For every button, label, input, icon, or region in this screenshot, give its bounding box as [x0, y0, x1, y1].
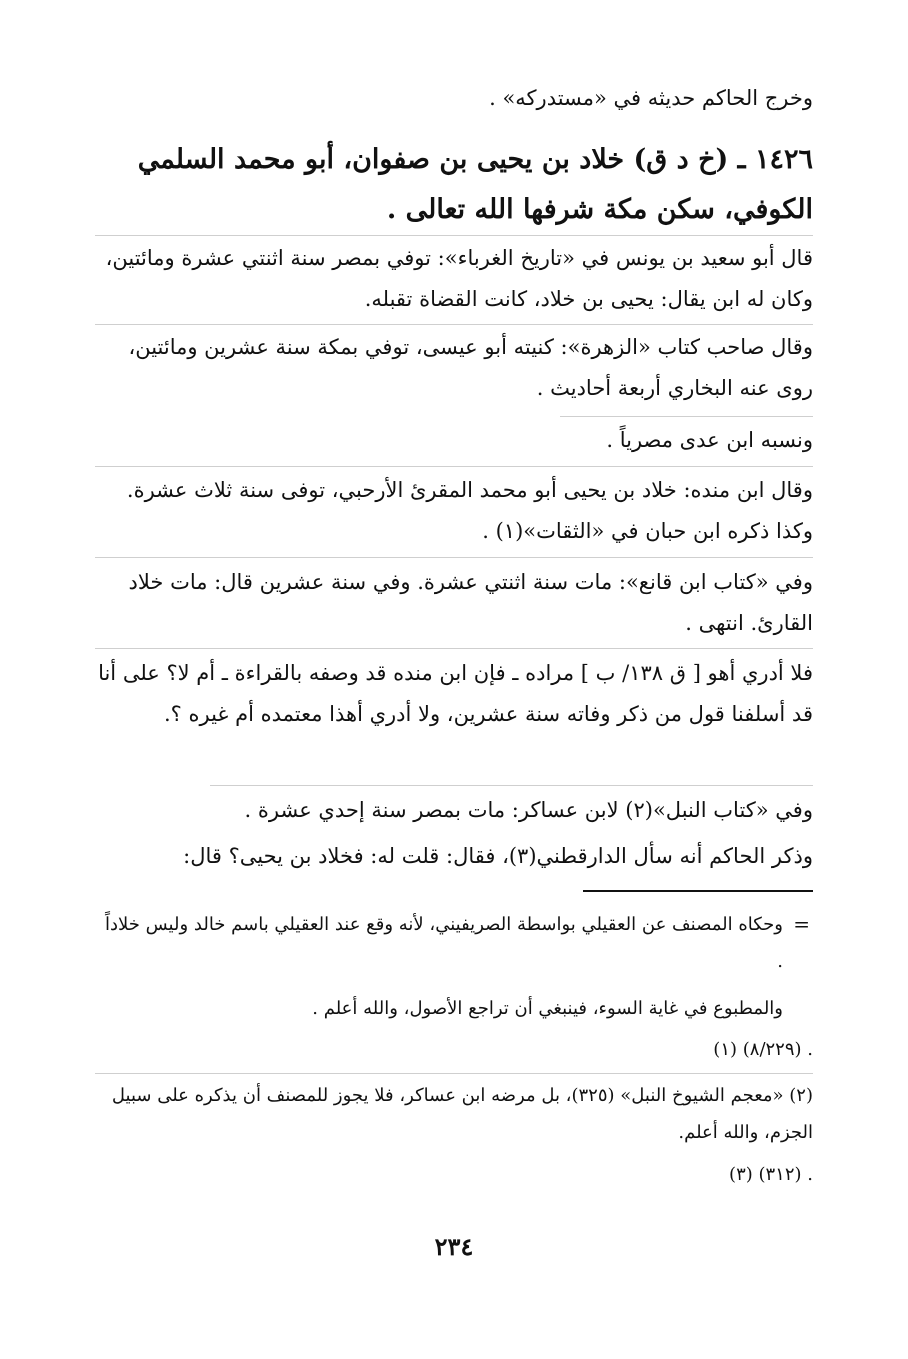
paragraph-hakim-daraqutni: وذكر الحاكم أنه سأل الدارقطني(٣)، فقال: قلت له: فخلاد بن يحيى؟ قال:	[183, 844, 813, 868]
paragraph-divider	[95, 235, 813, 236]
footnote-continuation: وحكاه المصنف عن العقيلي بواسطة الصريفيني، لأنه وقع عند العقيلي باسم خالد وليس خلاداً .	[105, 914, 783, 972]
paragraph-divider	[560, 416, 813, 417]
paragraph-zahra: وقال صاحب كتاب «الزهرة»: كنيته أبو عيسى، توفي بمكة سنة عشرين ومائتين، روى عنه البخاري أربعة أحاديث .	[128, 335, 813, 400]
entry-heading-1426: ١٤٢٦ ـ (خ د ق) خلاد بن يحيى بن صفوان، أبو محمد السلمي الكوفي، سكن مكة شرفها الله تعالى .	[137, 144, 813, 225]
paragraph-ibn-yunus: قال أبو سعيد بن يونس في «تاريخ الغرباء»: توفي بمصر سنة اثنتي عشرة ومائتين، وكان له ابن يقال: يحيى بن خلاد، كانت القضاة تقبله.	[105, 246, 813, 311]
paragraph-kitab-nubl: وفي «كتاب النبل»(٢) لابن عساكر: مات بمصر سنة إحدي عشرة .	[244, 798, 813, 822]
paragraph-ibn-adi: ونسبه ابن عدى مصرياً .	[606, 428, 813, 452]
footnote-continuation-note: والمطبوع في غاية السوء، فينبغي أن تراجع الأصول، والله أعلم .	[312, 998, 783, 1019]
paragraph-ibn-mandah: وقال ابن منده: خلاد بن يحيى أبو محمد المقرئ الأرحبي، توفى سنة ثلاث عشرة. وكذا ذكره ابن حبان في «الثقات»(١) .	[126, 478, 813, 543]
paragraph-divider	[95, 557, 813, 558]
paragraph-divider	[95, 324, 813, 325]
footnote-separator	[583, 890, 813, 892]
footnote-divider	[95, 1073, 813, 1074]
footnote-3: (٣) (٣١٢) .	[729, 1164, 813, 1185]
footnote-1: (١) (٨/٢٢٩) .	[713, 1039, 813, 1060]
paragraph-divider	[210, 785, 813, 786]
paragraph-divider	[95, 466, 813, 467]
paragraph-divider	[95, 648, 813, 649]
paragraph-la-adri: فلا أدري أهو [ ق ١٣٨/ ب ] مراده ـ فإن ابن منده قد وصفه بالقراءة ـ أم لا؟ على أنا قد أسلفنا قول من ذكر وفاته سنة عشرين، ولا أدري أهذا معتمده أم غيره ؟.	[98, 661, 813, 726]
paragraph-ibn-qani: وفي «كتاب ابن قانع»: مات سنة اثنتي عشرة. وفي سنة عشرين قال: مات خلاد القارئ. انتهى .	[128, 570, 813, 635]
page-number: ٢٣٤	[434, 1232, 474, 1261]
paragraph-hakim-mustadrak: وخرج الحاكم حديثه في «مستدركه» .	[489, 86, 813, 110]
footnote-continuation-mark: =	[793, 912, 810, 936]
footnote-2: (٢) «معجم الشيوخ النبل» (٣٢٥)، بل مرضه ابن عساكر، فلا يجوز للمصنف أن يذكره على سبيل الجزم، والله أعلم.	[111, 1085, 813, 1143]
